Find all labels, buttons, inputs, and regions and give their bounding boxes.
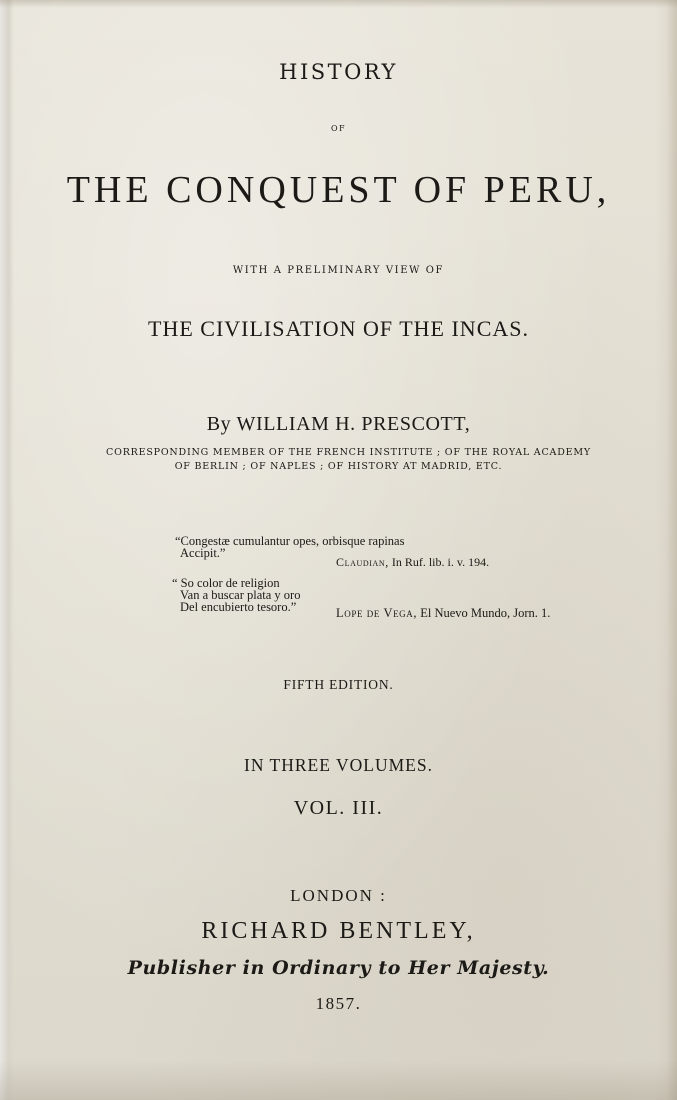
epigraph-1-attribution [336,556,489,568]
epigraph-1-line-1: “Congestæ cumulantur opes, orbisque rapinas [175,534,405,548]
imprint-year: 1857. [315,994,362,1013]
epigraph-1-source: In Ruf. lib. i. v. 194. [391,555,490,569]
epigraph-2-attribution [336,607,550,619]
of-connector: OF [330,124,347,133]
preliminary-view-line: WITH A PRELIMINARY VIEW OF [232,265,445,276]
epigraph-2-source: El Nuevo Mundo, Jorn. 1. [420,606,551,620]
epigraph-2-line-1: “ So color de religion [172,576,280,590]
edition-line: FIFTH EDITION. [283,677,394,692]
author-byline: By WILLIAM H. PRESCOTT, [206,413,471,435]
membership-line-2: OF BERLIN ; OF NAPLES ; OF HISTORY AT MADRID, ETC. [174,461,503,472]
epigraph-1-line-2: Accipit.” [180,546,226,560]
epigraph-2-line-3: Del encubierto tesoro.” [180,600,297,614]
imprint-city: LONDON : [290,886,387,905]
history-heading: HISTORY [279,60,398,84]
imprint-publisher-title: Publisher in Ordinary to Her Majesty. [127,957,550,979]
epigraph-2-line-2: Van a buscar plata y oro [180,588,301,602]
epigraph-2-author: Lope de Vega, [336,606,418,620]
imprint-publisher: RICHARD BENTLEY, [201,918,476,944]
epigraph-1-author: Claudian, [336,555,389,569]
volume-number: VOL. III. [293,797,384,819]
page-edge-top [0,0,677,8]
page-edge-bottom [0,1060,677,1100]
volumes-line: IN THREE VOLUMES. [244,755,433,775]
main-title: THE CONQUEST OF PERU, [66,169,611,211]
subtitle-civilisation: THE CIVILISATION OF THE INCAS. [148,316,529,341]
membership-line-1: CORRESPONDING MEMBER OF THE FRENCH INSTITUTE ; OF THE ROYAL ACADEMY [106,447,591,458]
